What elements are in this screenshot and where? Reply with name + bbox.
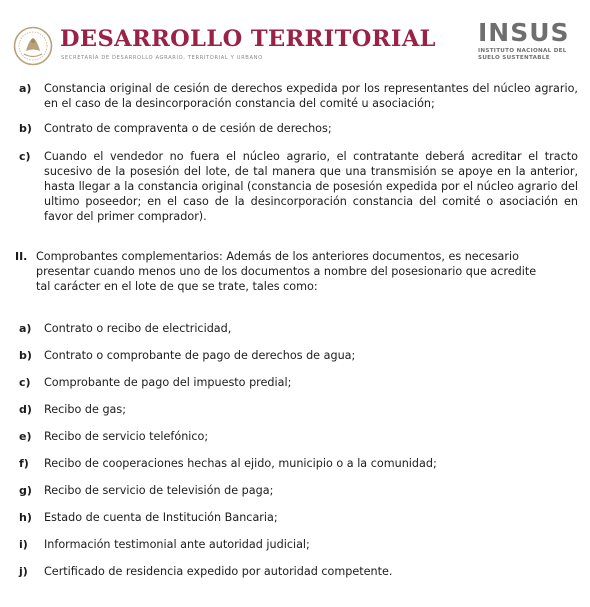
brand-name: INSUS xyxy=(478,18,570,47)
list-marker: f) xyxy=(19,457,29,470)
header-subtitle: SECRETARÍA DE DESARROLLO AGRARIO, TERRITORIAL Y URBANO xyxy=(61,55,263,61)
list-marker: b) xyxy=(19,349,32,362)
header-title: DESARROLLO TERRITORIAL xyxy=(60,26,436,52)
list-marker: c) xyxy=(19,150,31,163)
list-item-text: Constancia original de cesión de derechos expedida por los representantes del núcleo agrario, en el caso de la desincorporación constancia del comité u asociación; xyxy=(44,82,578,111)
list-item-text: Recibo de servicio telefónico; xyxy=(44,430,209,443)
section-text-line: presentar cuando menos uno de los documentos a nombre del posesionario que acredite xyxy=(36,265,537,279)
government-seal-icon xyxy=(13,26,53,66)
list-item-text: Estado de cuenta de Institución Bancaria; xyxy=(44,511,278,524)
list-marker: b) xyxy=(19,122,32,135)
list-marker: a) xyxy=(19,82,32,95)
brand-subtitle-line-2: SUELO SUSTENTABLE xyxy=(478,54,550,61)
list-marker: h) xyxy=(19,511,32,524)
insus-logo xyxy=(478,20,578,62)
section-marker: II. xyxy=(15,250,28,263)
list-item-text: Recibo de cooperaciones hechas al ejido, municipio o a la comunidad; xyxy=(44,457,437,470)
list-item-text: Cuando el vendedor no fuera el núcleo agrario, el contratante deberá acreditar el tracto sucesivo de la posesión del lote, de tal manera que una transmisión se apoye en la anterior, hasta llegar a la constancia original (constancia de posesión expedida por el núcleo agrario del ultimo poseedor; en el caso de la desincorporación constancia del comité o asociación en favor del primer comprador). xyxy=(44,150,578,224)
list-marker: g) xyxy=(19,484,32,497)
brand-subtitle xyxy=(478,48,573,62)
section-text-line: Comprobantes complementarios: Además de los anteriores documentos, es necesario xyxy=(36,250,519,263)
list-item-text: Comprobante de pago del impuesto predial; xyxy=(44,376,292,389)
list-item-text: Recibo de gas; xyxy=(44,403,127,416)
list-item-text: Contrato de compraventa o de cesión de derechos; xyxy=(44,122,332,135)
list-marker: d) xyxy=(19,403,32,416)
list-item-text: Recibo de servicio de televisión de paga; xyxy=(44,484,274,497)
list-item-text: Contrato o recibo de electricidad, xyxy=(44,322,232,335)
list-marker: a) xyxy=(19,322,32,335)
list-item-text: Certificado de residencia expedido por autoridad competente. xyxy=(44,565,393,578)
list-marker: j) xyxy=(19,565,28,578)
list-marker: c) xyxy=(19,376,31,389)
section-text-line: tal carácter en el lote de que se trate, tales como: xyxy=(36,280,318,294)
list-item-text: Información testimonial ante autoridad judicial; xyxy=(44,538,310,551)
page-header xyxy=(0,0,590,70)
list-marker: i) xyxy=(19,538,28,551)
section-text xyxy=(36,249,578,294)
brand-subtitle-line-1: INSTITUTO NACIONAL DEL xyxy=(478,48,567,54)
list-marker: e) xyxy=(19,430,32,443)
list-item-text: Contrato o comprobante de pago de derechos de agua; xyxy=(44,349,356,362)
